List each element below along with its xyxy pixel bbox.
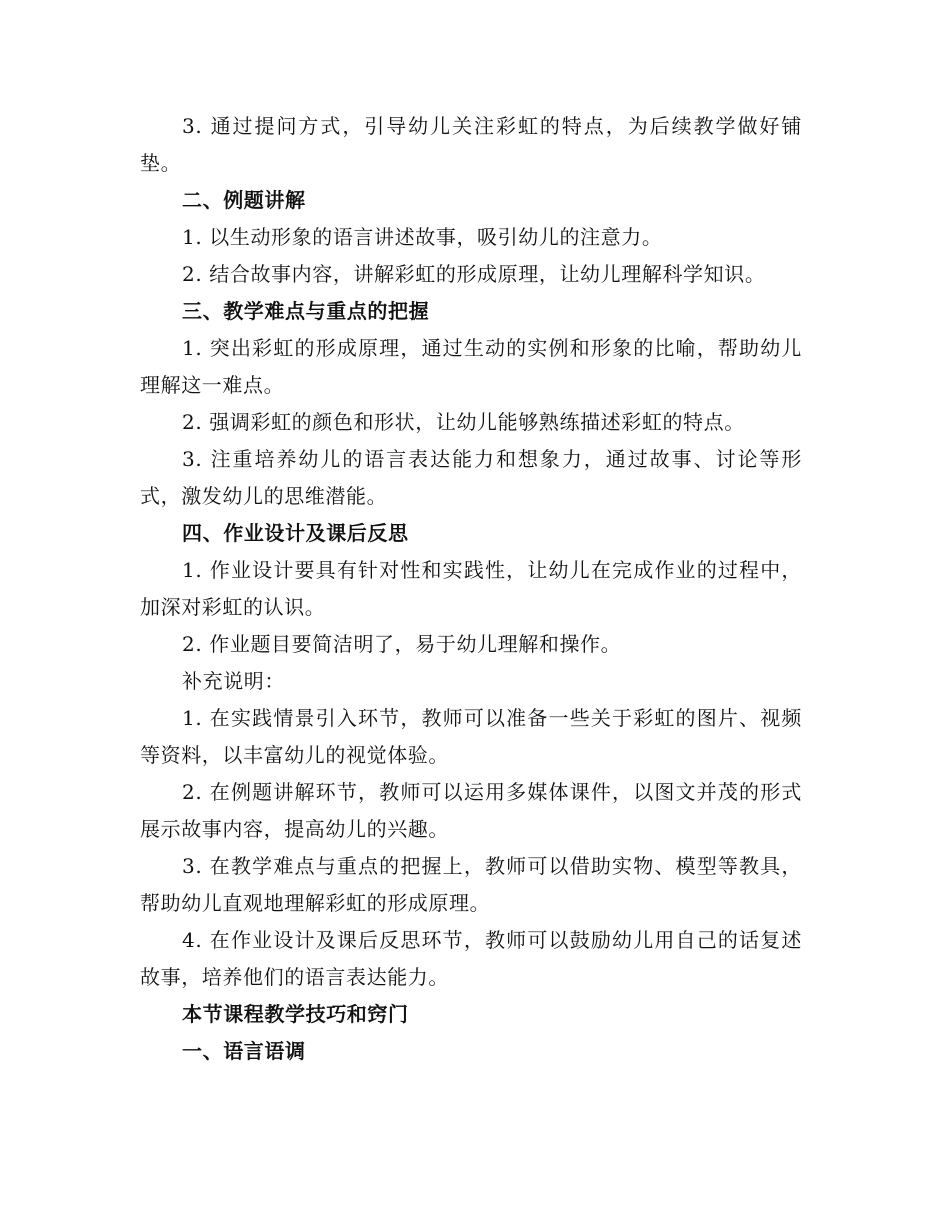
paragraph: 2. 结合故事内容，讲解彩虹的形成原理，让幼儿理解科学知识。 [182,262,766,286]
section-heading: 一、语言语调 [182,1039,306,1063]
document-body [140,108,802,1070]
paragraph: 1. 在实践情景引入环节，教师可以准备一些关于彩虹的图片、视频等资料，以丰富幼儿的视觉体验。 [140,706,802,767]
paragraph: 2. 强调彩虹的颜色和形状，让幼儿能够熟练描述彩虹的特点。 [182,410,745,434]
section-heading: 三、教学难点与重点的把握 [182,299,430,323]
paragraph: 1. 突出彩虹的形成原理，通过生动的实例和形象的比喻，帮助幼儿理解这一难点。 [140,336,802,397]
paragraph: 1. 作业设计要具有针对性和实践性，让幼儿在完成作业的过程中，加深对彩虹的认识。 [140,558,802,619]
paragraph: 3. 在教学难点与重点的把握上，教师可以借助实物、模型等教具，帮助幼儿直观地理解彩虹的形成原理。 [140,854,802,915]
paragraph: 3. 注重培养幼儿的语言表达能力和想象力，通过故事、讨论等形式，激发幼儿的思维潜能。 [140,447,802,508]
paragraph: 2. 作业题目要简洁明了，易于幼儿理解和操作。 [182,632,622,656]
section-heading: 二、例题讲解 [182,188,306,212]
paragraph: 4. 在作业设计及课后反思环节，教师可以鼓励幼儿用自己的话复述故事，培养他们的语言表达能力。 [140,928,802,989]
section-heading: 四、作业设计及课后反思 [182,521,409,545]
supplement-label: 补充说明： [182,669,285,693]
paragraph: 2. 在例题讲解环节，教师可以运用多媒体课件，以图文并茂的形式展示故事内容，提高幼儿的兴趣。 [140,780,802,841]
paragraph: 3. 通过提问方式，引导幼儿关注彩虹的特点，为后续教学做好铺垫。 [140,114,802,175]
section-heading: 本节课程教学技巧和窍门 [182,1002,409,1026]
paragraph: 1. 以生动形象的语言讲述故事，吸引幼儿的注意力。 [182,225,663,249]
